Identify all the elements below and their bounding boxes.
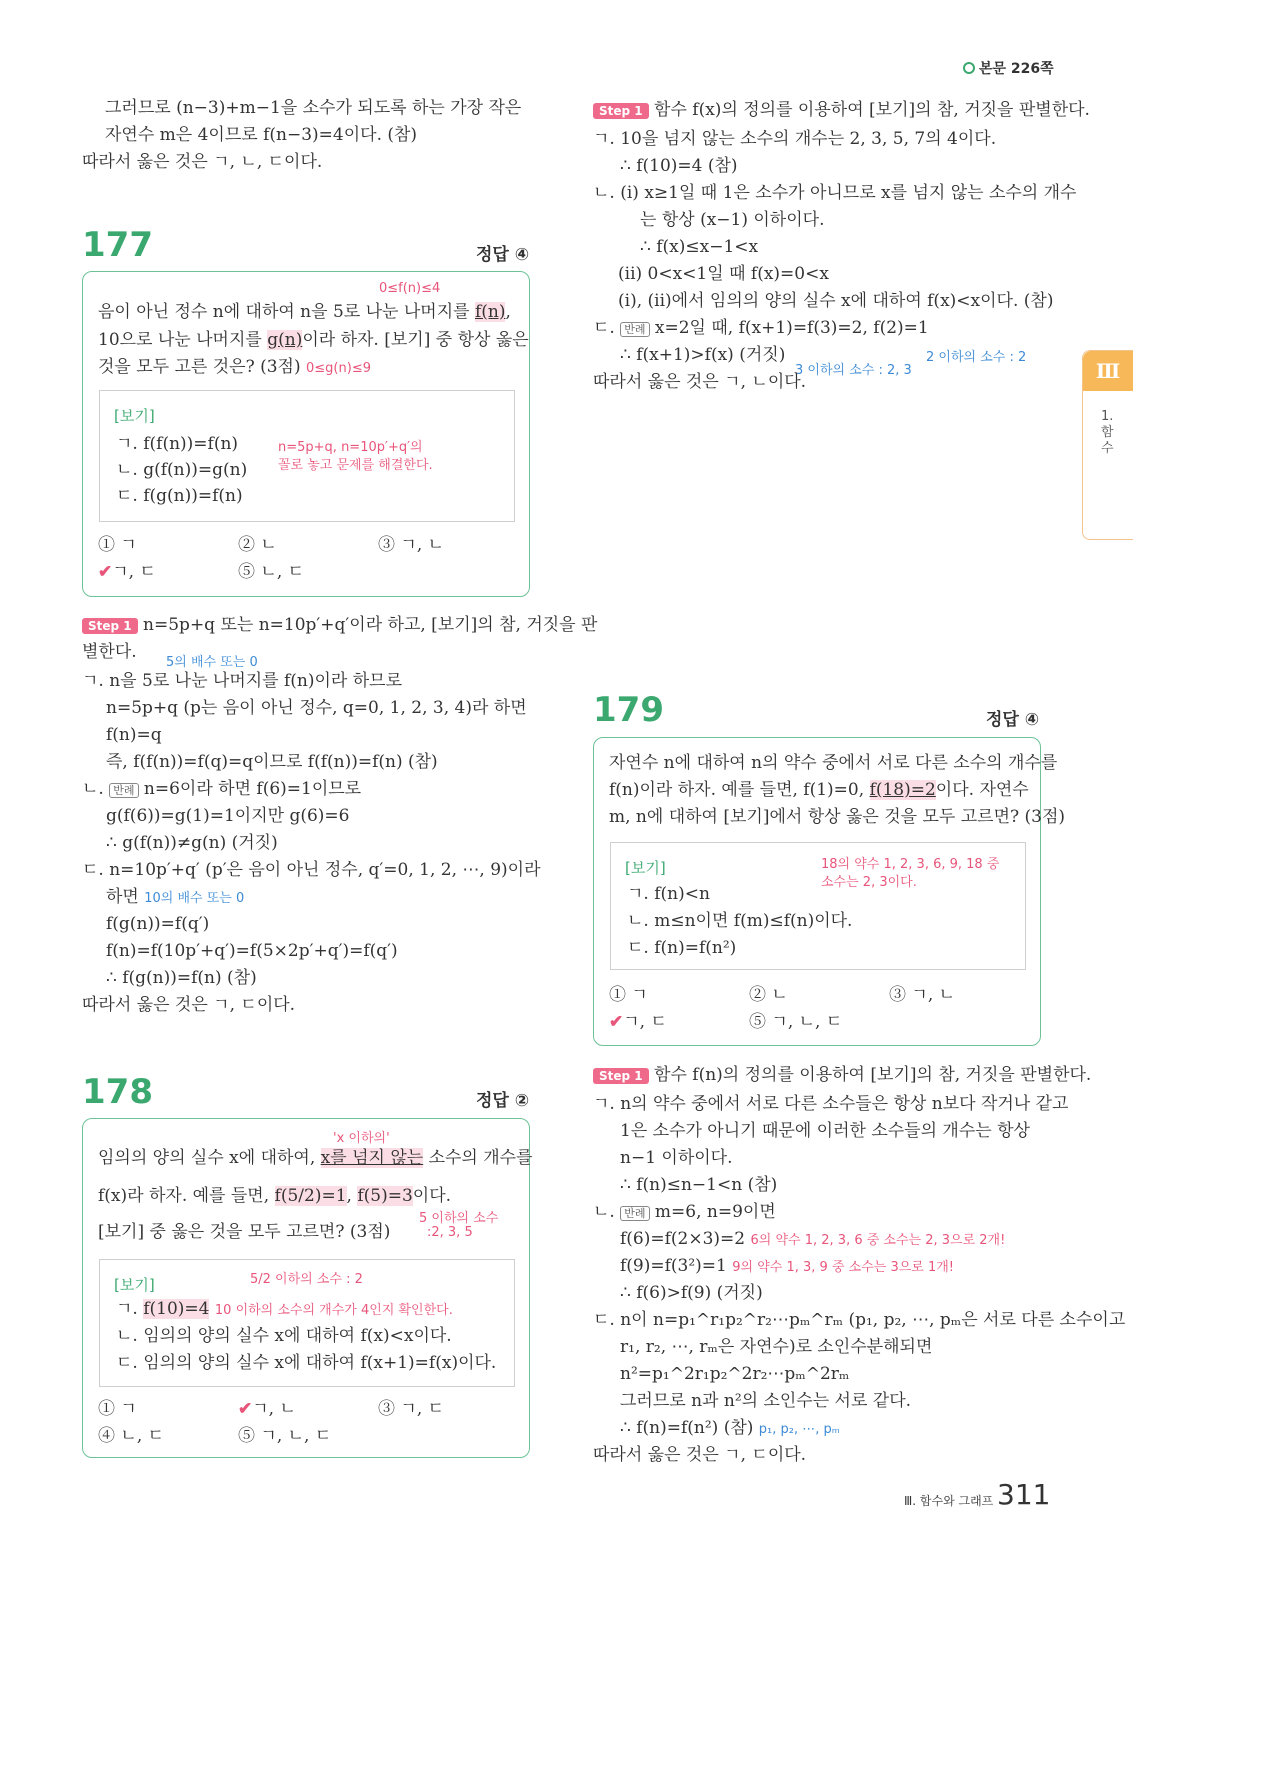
bogi-178-item-1: ㄱ. f(10)=4 10 이하의 소수의 개수가 4인지 확인한다.	[116, 1299, 453, 1319]
bogi-177-item-1: ㄱ. f(f(n))=f(n)	[116, 434, 239, 454]
note-f-range: 0≤f(n)≤4	[379, 281, 441, 296]
choice-179-5: ⑤ ㄱ, ㄴ, ㄷ	[749, 1012, 843, 1032]
problem-179-number: 179	[593, 690, 664, 730]
sol178-line-10: 따라서 옳은 것은 ㄱ, ㄴ이다.	[593, 372, 807, 392]
note-5-multiple: 5의 배수 또는 0	[166, 655, 258, 670]
sol177-line-13: 따라서 옳은 것은 ㄱ, ㄷ이다.	[82, 995, 296, 1015]
choice-177-5: ⑤ ㄴ, ㄷ	[238, 562, 305, 582]
check-icon: ✔	[98, 562, 113, 582]
sol178-line-6: (ii) 0<x<1일 때 f(x)=0<x	[618, 264, 829, 284]
footer-chapter: Ⅲ. 함수와 그래프	[904, 1494, 994, 1508]
note-5-primes-list: :2, 3, 5	[427, 1225, 473, 1240]
bogi-179-item-1: ㄱ. f(n)<n	[627, 884, 710, 904]
choice-179-4: ✔ㄱ, ㄷ	[609, 1012, 667, 1032]
q178-line-3: [보기] 중 옳은 것을 모두 고르면? (3점)	[98, 1222, 391, 1242]
choice-178-1: ① ㄱ	[98, 1399, 137, 1419]
sol179-line-2: 1은 소수가 아니기 때문에 이러한 소수들의 개수는 항상	[620, 1121, 1030, 1141]
sol177-step: Step 1 n=5p+q 또는 n=10p′+q′이라 하고, [보기]의 참, 거짓을 판	[82, 610, 597, 641]
problem-178-box	[82, 1118, 533, 1458]
choice-178-3: ③ ㄱ, ㄷ	[378, 1399, 445, 1419]
sol177-line-8: ㄷ. n=10p′+q′ (p′은 음이 아닌 정수, q′=0, 1, 2, ⋯, 9)이라	[82, 860, 541, 880]
sol178-line-9: ∴ f(x+1)>f(x) (거짓)	[620, 345, 786, 365]
choice-179-3: ③ ㄱ, ㄴ	[889, 985, 956, 1005]
sol177-line-1: ㄱ. n을 5로 나눈 나머지를 f(n)이라 하므로	[82, 671, 403, 691]
bogi-177-item-3: ㄷ. f(g(n))=f(n)	[116, 486, 243, 506]
q177-line-1: 음이 아닌 정수 n에 대하여 n을 5로 나눈 나머지를 f(n),	[98, 302, 511, 322]
sol179-line-11: n²=p₁^2r₁p₂^2r₂⋯pₘ^2rₘ	[620, 1364, 850, 1384]
problem-177-number: 177	[82, 225, 153, 265]
sol179-line-5: ㄴ. 반례 m=6, n=9이면	[593, 1202, 776, 1222]
q179-line-2: f(n)이라 하자. 예를 들면, f(1)=0, f(18)=2이다. 자연수	[609, 780, 1029, 800]
q177-line-2: 10으로 나눈 나머지를 g(n)이라 하자. [보기] 중 항상 옳은	[98, 330, 529, 350]
note-3-primes: 3 이하의 소수 : 2, 3	[795, 363, 912, 378]
check-icon: ✔	[238, 1399, 253, 1419]
sol179-line-1: ㄱ. n의 약수 중에서 서로 다른 소수들은 항상 n보다 작거나 같고	[593, 1094, 1069, 1114]
sol178-line-4: 는 항상 (x−1) 이하이다.	[640, 210, 825, 230]
sol178-line-1: ㄱ. 10을 넘지 않는 소수의 개수는 2, 3, 5, 7의 4이다.	[593, 129, 997, 149]
sol179-line-9: ㄷ. n이 n=p₁^r₁p₂^r₂⋯pₘ^rₘ (p₁, p₂, ⋯, pₘ은 서로 다른 소수이고	[593, 1310, 1126, 1330]
note-5-2-primes: 5/2 이하의 소수 : 2	[250, 1272, 363, 1287]
sol179-line-6: f(6)=f(2×3)=2 6의 약수 1, 2, 3, 6 중 소수는 2, 3으로 2개!	[620, 1229, 1006, 1249]
problem-178-number: 178	[82, 1072, 153, 1112]
bogi-177-item-2: ㄴ. g(f(n))=g(n)	[116, 460, 248, 480]
sol178-line-5: ∴ f(x)≤x−1<x	[640, 237, 759, 257]
sol177-line-7: ∴ g(f(n))≠g(n) (거짓)	[106, 833, 278, 853]
side-tab	[1082, 350, 1133, 540]
bogi-177-note-2: 꼴로 놓고 문제를 해결한다.	[278, 458, 433, 473]
sol177-line-5: ㄴ. 반례 n=6이라 하면 f(6)=1이므로	[82, 779, 362, 799]
left-top-line-2: 자연수 m은 4이므로 f(n−3)=4이다. (참)	[105, 125, 418, 145]
sol177-line-12: ∴ f(g(n))=f(n) (참)	[106, 968, 257, 988]
q178-line-2: f(x)라 하자. 예를 들면, f(5/2)=1, f(5)=3이다.	[98, 1186, 452, 1206]
note-5-primes: 5 이하의 소수	[419, 1211, 499, 1226]
problem-177-box	[82, 271, 530, 597]
sol177-line-11: f(n)=f(10p′+q′)=f(5×2p′+q′)=f(q′)	[106, 941, 398, 961]
sol177-line-3: f(n)=q	[106, 725, 162, 745]
bogi-178-item-3: ㄷ. 임의의 양의 실수 x에 대하여 f(x+1)=f(x)이다.	[116, 1353, 497, 1373]
sol178-line-2: ∴ f(10)=4 (참)	[620, 156, 738, 176]
sol178-line-8: ㄷ. 반례 x=2일 때, f(x+1)=f(3)=2, f(2)=1	[593, 318, 929, 338]
bogi-179-note-1: 18의 약수 1, 2, 3, 6, 9, 18 중	[821, 857, 1000, 872]
sol179-line-3: n−1 이하이다.	[620, 1148, 733, 1168]
sol179-line-12: 그러므로 n과 n²의 소인수는 서로 같다.	[620, 1391, 912, 1411]
sol179-line-7: f(9)=f(3²)=1 9의 약수 1, 3, 9 중 소수는 3으로 1개!	[620, 1256, 955, 1276]
left-top-line-1: 그러므로 (n−3)+m−1을 소수가 되도록 하는 가장 작은	[105, 98, 522, 118]
problem-178-answer: 정답 ②	[476, 1091, 530, 1111]
bogi-179	[610, 842, 1026, 970]
choice-177-4: ✔ㄱ, ㄷ	[98, 562, 156, 582]
choice-178-2: ✔ㄱ, ㄴ	[238, 1399, 296, 1419]
circle-icon	[963, 62, 975, 74]
check-icon: ✔	[609, 1012, 624, 1032]
q179-line-3: m, n에 대하여 [보기]에서 항상 옳은 것을 모두 고르면? (3점)	[609, 807, 1066, 827]
choice-178-4: ④ ㄴ, ㄷ	[98, 1426, 165, 1446]
choice-177-2: ② ㄴ	[238, 535, 277, 555]
q179-line-1: 자연수 n에 대하여 n의 약수 중에서 서로 다른 소수의 개수를	[609, 753, 1058, 773]
sol177-line-4: 즉, f(f(n))=f(q)=q이므로 f(f(n))=f(n) (참)	[106, 752, 438, 772]
bogi-178-title: [보기]	[114, 1276, 155, 1294]
q178-line-1: 임의의 양의 실수 x에 대하여, x를 넘지 않는 소수의 개수를	[98, 1148, 533, 1168]
sol177-line-6: g(f(6))=g(1)=1이지만 g(6)=6	[106, 806, 350, 826]
q177-line-3: 것을 모두 고른 것은? (3점) 0≤g(n)≤9	[98, 357, 371, 377]
sol178-step: Step 1 함수 f(x)의 정의를 이용하여 [보기]의 참, 거짓을 판별한다.	[593, 95, 1090, 126]
sol177-line-2: n=5p+q (p는 음이 아닌 정수, q=0, 1, 2, 3, 4)라 하면	[106, 698, 527, 718]
sol179-line-14: 따라서 옳은 것은 ㄱ, ㄷ이다.	[593, 1445, 807, 1465]
choice-179-2: ② ㄴ	[749, 985, 788, 1005]
sol179-step: Step 1 함수 f(n)의 정의를 이용하여 [보기]의 참, 거짓을 판별한다.	[593, 1060, 1091, 1091]
problem-179-answer: 정답 ④	[986, 710, 1040, 730]
bogi-178	[99, 1259, 515, 1387]
page-number: 311	[997, 1478, 1051, 1511]
bogi-179-note-2: 소수는 2, 3이다.	[821, 875, 917, 890]
problem-179-box	[593, 737, 1066, 1046]
bogi-178-item-2: ㄴ. 임의의 양의 실수 x에 대하여 f(x)<x이다.	[116, 1326, 452, 1346]
sol179-line-13: ∴ f(n)=f(n²) (참) p₁, p₂, ⋯, pₘ	[620, 1418, 840, 1438]
choice-178-5: ⑤ ㄱ, ㄴ, ㄷ	[238, 1426, 332, 1446]
page-ref: 본문 226쪽	[963, 58, 1054, 78]
bogi-177-note-1: n=5p+q, n=10p′+q′의	[278, 440, 423, 455]
sol179-line-4: ∴ f(n)≤n−1<n (참)	[620, 1175, 778, 1195]
bogi-179-item-2: ㄴ. m≤n이면 f(m)≤f(n)이다.	[627, 911, 853, 931]
bogi-179-title: [보기]	[625, 859, 666, 877]
sol179-line-8: ∴ f(6)>f(9) (거짓)	[620, 1283, 763, 1303]
bogi-177-title: [보기]	[114, 407, 155, 425]
sol177-step-2: 별한다.	[82, 642, 137, 662]
note-x-below: 'x 이하의'	[333, 1131, 390, 1146]
sol178-line-7: (i), (ii)에서 임의의 양의 실수 x에 대하여 f(x)<x이다. (참)	[618, 291, 1054, 311]
side-tab-chapter: 1. 함수	[1101, 409, 1114, 456]
left-top-line-3: 따라서 옳은 것은 ㄱ, ㄴ, ㄷ이다.	[82, 152, 323, 172]
bogi-177	[99, 390, 515, 522]
sol177-line-9: 하면 10의 배수 또는 0	[106, 887, 245, 907]
choice-179-1: ① ㄱ	[609, 985, 648, 1005]
choice-177-3: ③ ㄱ, ㄴ	[378, 535, 445, 555]
choice-177-1: ① ㄱ	[98, 535, 137, 555]
bogi-179-item-3: ㄷ. f(n)=f(n²)	[627, 938, 737, 958]
sol177-line-10: f(g(n))=f(q′)	[106, 914, 210, 934]
sol178-line-3: ㄴ. (i) x≥1일 때 1은 소수가 아니므로 x를 넘지 않는 소수의 개수	[593, 183, 1077, 203]
note-2-primes: 2 이하의 소수 : 2	[926, 350, 1027, 365]
side-tab-roman: Ⅲ	[1083, 351, 1133, 391]
problem-177-answer: 정답 ④	[476, 245, 530, 265]
sol179-line-10: r₁, r₂, ⋯, rₘ은 자연수)로 소인수분해되면	[620, 1337, 933, 1357]
